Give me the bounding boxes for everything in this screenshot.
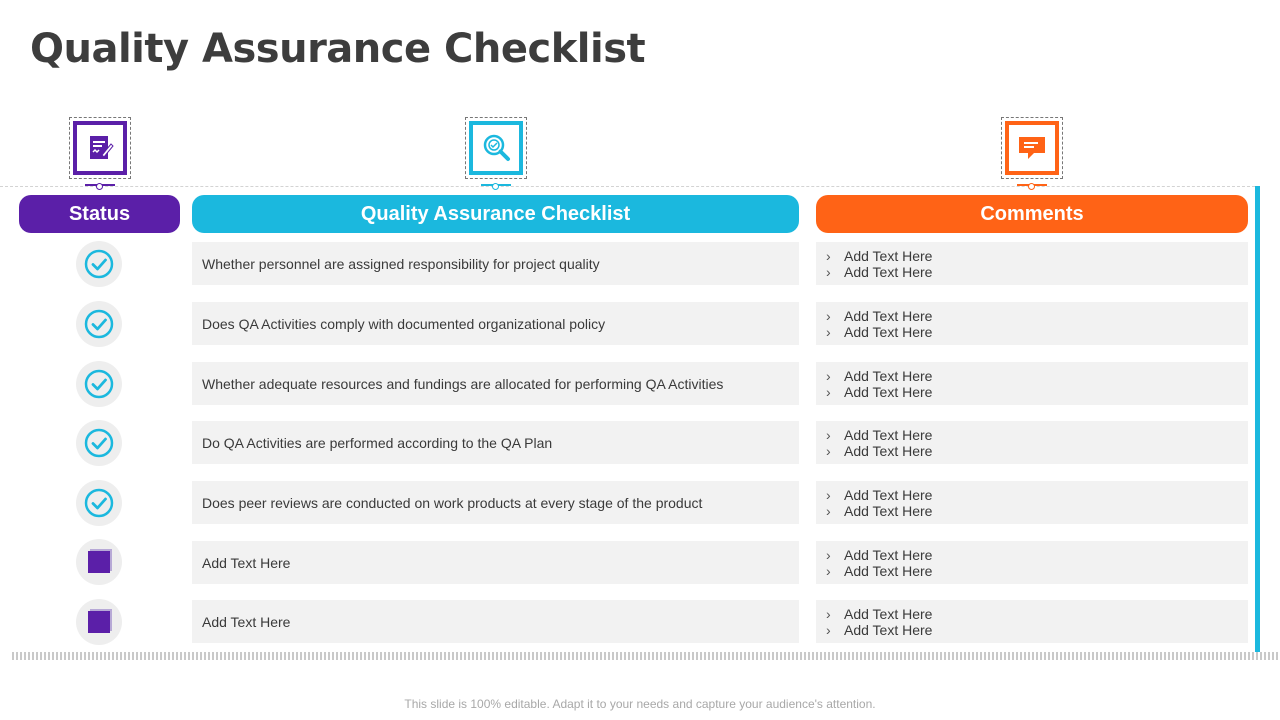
comment-bullet: › Add Text Here (826, 605, 933, 622)
chevron-right-icon: › (826, 546, 831, 563)
checklist-item: Do QA Activities are performed according to the QA Plan (192, 421, 799, 464)
comment-bullet: › Add Text Here (826, 621, 933, 638)
comments-icon-frame (1001, 117, 1063, 179)
comment-bullet: › Add Text Here (826, 546, 933, 563)
checklist-item: Whether adequate resources and fundings are allocated for performing QA Activities (192, 362, 799, 405)
comment-bullet: › Add Text Here (826, 442, 933, 459)
comment-bullet: › Add Text Here (826, 562, 933, 579)
status-checked-icon (76, 361, 122, 407)
checklist-item: Add Text Here (192, 600, 799, 643)
chevron-right-icon: › (826, 621, 831, 638)
chevron-right-icon: › (826, 307, 831, 324)
comments-header: Comments (816, 195, 1248, 233)
footer-note: This slide is 100% editable. Adapt it to your needs and capture your audience's attention. (404, 697, 876, 711)
comment-cell (816, 481, 1248, 524)
comment-cell (816, 541, 1248, 584)
chevron-right-icon: › (826, 426, 831, 443)
document-edit-icon (73, 121, 127, 175)
comment-cell (816, 362, 1248, 405)
status-checked-icon (76, 420, 122, 466)
chevron-right-icon: › (826, 263, 831, 280)
comments-connector-dot (1028, 183, 1035, 190)
checklist-header: Quality Assurance Checklist (192, 195, 799, 233)
square-icon (88, 551, 110, 573)
chevron-right-icon: › (826, 367, 831, 384)
chevron-right-icon: › (826, 502, 831, 519)
comment-cell (816, 242, 1248, 285)
comment-cell (816, 302, 1248, 345)
chat-bubble-icon (1005, 121, 1059, 175)
chevron-right-icon: › (826, 605, 831, 622)
status-pending-icon (76, 539, 122, 585)
comment-bullet: › Add Text Here (826, 502, 933, 519)
comment-bullet: › Add Text Here (826, 367, 933, 384)
square-icon (88, 611, 110, 633)
checklist-item: Does peer reviews are conducted on work products at every stage of the product (192, 481, 799, 524)
comment-cell (816, 421, 1248, 464)
checklist-item: Whether personnel are assigned responsibility for project quality (192, 242, 799, 285)
comment-bullet: › Add Text Here (826, 383, 933, 400)
comment-bullet: › Add Text Here (826, 307, 933, 324)
status-icon-frame (69, 117, 131, 179)
chevron-right-icon: › (826, 442, 831, 459)
comment-bullet: › Add Text Here (826, 426, 933, 443)
checklist-connector-dot (492, 183, 499, 190)
checklist-item: Add Text Here (192, 541, 799, 584)
status-header: Status (19, 195, 180, 233)
comment-bullet: › Add Text Here (826, 486, 933, 503)
chevron-right-icon: › (826, 486, 831, 503)
comment-bullet: › Add Text Here (826, 323, 933, 340)
status-connector-dot (96, 183, 103, 190)
magnifier-search-icon (469, 121, 523, 175)
chevron-right-icon: › (826, 247, 831, 264)
page-title: Quality Assurance Checklist (30, 26, 646, 72)
bottom-dashed-strip (12, 652, 1278, 660)
chevron-right-icon: › (826, 383, 831, 400)
dashed-guide-line (0, 186, 1255, 187)
checklist-icon-frame (465, 117, 527, 179)
comment-bullet: › Add Text Here (826, 247, 933, 264)
chevron-right-icon: › (826, 323, 831, 340)
status-checked-icon (76, 301, 122, 347)
chevron-right-icon: › (826, 562, 831, 579)
status-checked-icon (76, 241, 122, 287)
comment-cell (816, 600, 1248, 643)
status-checked-icon (76, 480, 122, 526)
comment-bullet: › Add Text Here (826, 263, 933, 280)
status-pending-icon (76, 599, 122, 645)
right-accent-bar (1255, 186, 1260, 652)
checklist-item: Does QA Activities comply with documented organizational policy (192, 302, 799, 345)
